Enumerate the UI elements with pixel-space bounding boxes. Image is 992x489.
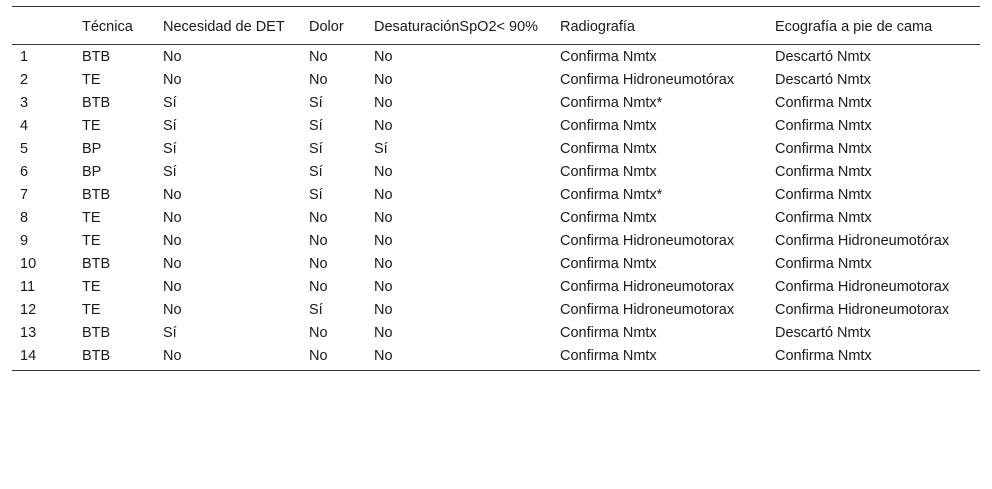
cell-dolor: No (309, 348, 328, 364)
header-cell-tecnica: Técnica (82, 19, 133, 35)
cell-index: 4 (20, 118, 29, 134)
cell-ecografia: Descartó Nmtx (775, 325, 871, 341)
cell-index: 11 (20, 279, 36, 295)
cell-radiografia: Confirma Nmtx (560, 164, 657, 180)
cell-necesidad-det: Sí (163, 95, 177, 111)
cell-ecografia: Confirma Nmtx (775, 164, 872, 180)
cell-index: 2 (20, 72, 29, 88)
cell-desaturacion: No (374, 49, 393, 65)
cell-ecografia: Descartó Nmtx (775, 49, 871, 65)
cell-tecnica: BTB (82, 256, 111, 272)
cell-index: 6 (20, 164, 29, 180)
cell-desaturacion: No (374, 279, 393, 295)
cell-index: 10 (20, 256, 37, 272)
cell-tecnica: BP (82, 164, 102, 180)
table-row (12, 138, 980, 161)
cell-dolor: Sí (309, 302, 323, 318)
cell-radiografia: Confirma Nmtx (560, 210, 657, 226)
cell-index: 12 (20, 302, 37, 318)
table-row (12, 345, 980, 371)
cell-index: 8 (20, 210, 29, 226)
cell-radiografia: Confirma Nmtx (560, 141, 657, 157)
cell-desaturacion: No (374, 72, 393, 88)
cell-radiografia: Confirma Nmtx (560, 49, 657, 65)
cell-radiografia: Confirma Nmtx (560, 325, 657, 341)
cell-index: 3 (20, 95, 29, 111)
header-row (12, 7, 980, 45)
cell-ecografia: Confirma Nmtx (775, 187, 872, 203)
cell-radiografia: Confirma Hidroneumotorax (560, 302, 735, 318)
table-row (12, 299, 980, 322)
cell-tecnica: BTB (82, 348, 111, 364)
cell-desaturacion: No (374, 95, 393, 111)
header-cell-index (12, 7, 74, 45)
cell-desaturacion: No (374, 164, 393, 180)
table-row (12, 276, 980, 299)
cell-ecografia: Confirma Nmtx (775, 348, 872, 364)
cell-radiografia: Confirma Nmtx (560, 348, 657, 364)
cell-dolor: Sí (309, 187, 323, 203)
header-cell-dolor: Dolor (309, 19, 344, 35)
table-row (12, 69, 980, 92)
cell-index: 14 (20, 348, 37, 364)
cell-necesidad-det: Sí (163, 164, 177, 180)
cell-ecografia: Confirma Nmtx (775, 118, 872, 134)
table-header (12, 7, 980, 45)
cell-ecografia: Confirma Nmtx (775, 141, 872, 157)
cell-desaturacion: Sí (374, 141, 388, 157)
header-cell-necesidad-det: Necesidad de DET (163, 19, 285, 35)
cell-desaturacion: No (374, 325, 393, 341)
header-cell-radiografia: Radiografía (560, 19, 635, 35)
cell-necesidad-det: No (163, 279, 182, 295)
cell-tecnica: TE (82, 72, 101, 88)
cell-desaturacion: No (374, 210, 393, 226)
cell-tecnica: TE (82, 118, 101, 134)
cell-ecografia: Confirma Hidroneumotorax (775, 302, 950, 318)
cell-dolor: No (309, 325, 328, 341)
cell-necesidad-det: No (163, 348, 182, 364)
cell-dolor: No (309, 256, 328, 272)
cell-desaturacion: No (374, 302, 393, 318)
cell-dolor: Sí (309, 141, 323, 157)
cell-tecnica: BTB (82, 325, 111, 341)
cell-dolor: Sí (309, 164, 323, 180)
cell-ecografia: Confirma Hidroneumotórax (775, 233, 950, 249)
cell-index: 13 (20, 325, 37, 341)
cell-radiografia: Confirma Hidroneumotorax (560, 233, 735, 249)
cell-tecnica: BTB (82, 187, 111, 203)
table-container (12, 6, 980, 371)
cell-tecnica: BTB (82, 49, 111, 65)
cell-necesidad-det: No (163, 233, 182, 249)
cell-necesidad-det: No (163, 187, 182, 203)
header-cell-desaturacion: DesaturaciónSpO2< 90% (374, 19, 539, 35)
cell-ecografia: Confirma Hidroneumotorax (775, 279, 950, 295)
cell-ecografia: Descartó Nmtx (775, 72, 871, 88)
table-row (12, 184, 980, 207)
cell-dolor: No (309, 233, 328, 249)
cell-ecografia: Confirma Nmtx (775, 95, 872, 111)
cell-necesidad-det: Sí (163, 325, 177, 341)
cell-radiografia: Confirma Nmtx* (560, 187, 663, 203)
cell-necesidad-det: No (163, 72, 182, 88)
cell-radiografia: Confirma Hidroneumotórax (560, 72, 735, 88)
table-row (12, 322, 980, 345)
cell-necesidad-det: No (163, 302, 182, 318)
cell-ecografia: Confirma Nmtx (775, 210, 872, 226)
table-row (12, 92, 980, 115)
table-row (12, 230, 980, 253)
cell-tecnica: TE (82, 210, 101, 226)
cell-tecnica: TE (82, 279, 101, 295)
cell-dolor: No (309, 210, 328, 226)
table-row (12, 45, 980, 70)
cell-tecnica: TE (82, 233, 101, 249)
cell-dolor: No (309, 72, 328, 88)
cell-ecografia: Confirma Nmtx (775, 256, 872, 272)
cell-necesidad-det: No (163, 256, 182, 272)
cell-tecnica: BP (82, 141, 102, 157)
table-row (12, 207, 980, 230)
cell-dolor: Sí (309, 95, 323, 111)
cell-index: 9 (20, 233, 29, 249)
table-body (12, 45, 980, 371)
cell-desaturacion: No (374, 348, 393, 364)
cell-index: 5 (20, 141, 29, 157)
cell-desaturacion: No (374, 256, 393, 272)
data-table (12, 6, 980, 371)
cell-dolor: No (309, 49, 328, 65)
cell-radiografia: Confirma Nmtx (560, 256, 657, 272)
header-cell-ecografia: Ecografía a pie de cama (775, 19, 933, 35)
cell-index: 1 (20, 49, 29, 65)
cell-desaturacion: No (374, 187, 393, 203)
table-row (12, 115, 980, 138)
cell-index: 7 (20, 187, 29, 203)
cell-radiografia: Confirma Nmtx (560, 118, 657, 134)
cell-radiografia: Confirma Hidroneumotorax (560, 279, 735, 295)
cell-tecnica: TE (82, 302, 101, 318)
table-row (12, 253, 980, 276)
table-row (12, 161, 980, 184)
cell-necesidad-det: Sí (163, 141, 177, 157)
cell-dolor: Sí (309, 118, 323, 134)
cell-dolor: No (309, 279, 328, 295)
cell-desaturacion: No (374, 118, 393, 134)
cell-necesidad-det: Sí (163, 118, 177, 134)
cell-desaturacion: No (374, 233, 393, 249)
cell-radiografia: Confirma Nmtx* (560, 95, 663, 111)
cell-tecnica: BTB (82, 95, 111, 111)
cell-necesidad-det: No (163, 49, 182, 65)
cell-necesidad-det: No (163, 210, 182, 226)
